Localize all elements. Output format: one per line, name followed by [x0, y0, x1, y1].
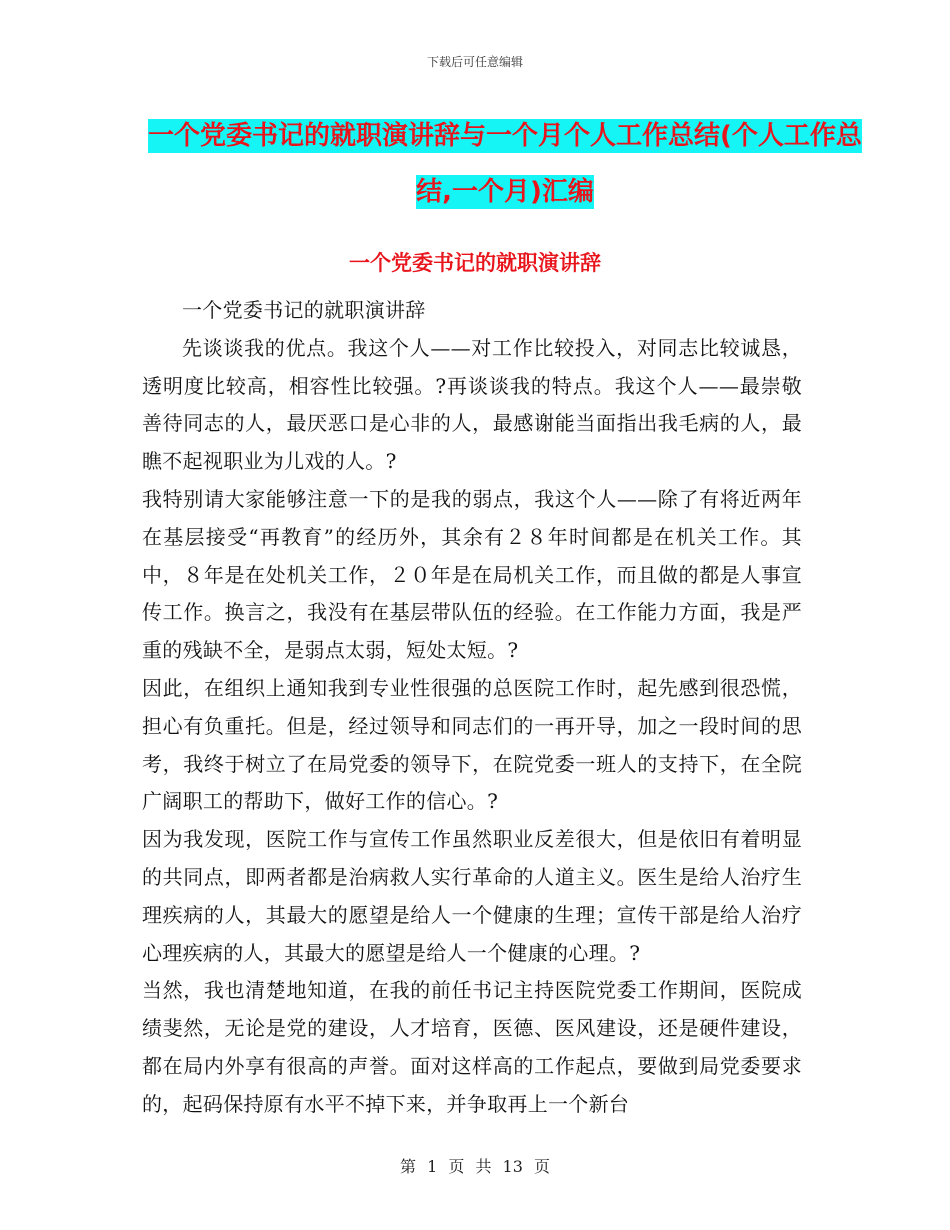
section-title: 一个党委书记的就职演讲辞 [349, 251, 601, 275]
document-body [142, 292, 802, 1124]
document-title [140, 108, 870, 220]
page-footer: 第 1 页 共 13 页 [400, 1157, 550, 1176]
paragraph: 先谈谈我的优点。我这个人——对工作比较投入，对同志比较诚恳，透明度比较高，相容性比较强。?再谈谈我的特点。我这个人——最崇敬善待同志的人，最厌恶口是心非的人，最感谢能当面指出我毛病的人，最瞧不起视职业为儿戏的人。? [142, 335, 802, 474]
document-title-text: 一个党委书记的就职演讲辞与一个月个人工作总结(个人工作总结,一个月)汇编 [148, 121, 862, 207]
paragraph: 我特别请大家能够注意一下的是我的弱点，我这个人——除了有将近两年在基层接受“再教育”的经历外，其余有２８年时间都是在机关工作。其中，８年是在处机关工作，２０年是在局机关工作，而且做的都是人事宣传工作。换言之，我没有在基层带队伍的经验。在工作能力方面，我是严重的残缺不全，是弱点太弱，短处太短。? [142, 486, 802, 663]
paragraph-subtitle: 一个党委书记的就职演讲辞 [182, 298, 426, 322]
paragraph: 当然，我也清楚地知道，在我的前任书记主持医院党委工作期间，医院成绩斐然，无论是党的建设，人才培育，医德、医风建设，还是硬件建设，都在局内外享有很高的声誉。面对这样高的工作起点，要做到局党委要求的，起码保持原有水平不掉下来，并争取再上一个新台 [142, 978, 802, 1116]
header-note: 下载后可任意编辑 [426, 55, 523, 69]
paragraph: 因为我发现，医院工作与宣传工作虽然职业反差很大，但是依旧有着明显的共同点，即两者都是治病救人实行革命的人道主义。医生是给人治疗生理疾病的人，其最大的愿望是给人一个健康的生理；宣传干部是给人治疗心理疾病的人，其最大的愿望是给人一个健康的心理。? [142, 827, 802, 965]
paragraph: 因此，在组织上通知我到专业性很强的总医院工作时，起先感到很恐慌，担心有负重托。但是，经过领导和同志们的一再开导，加之一段时间的思考，我终于树立了在局党委的领导下，在院党委一班人的支持下，在全院广阔职工的帮助下，做好工作的信心。? [142, 675, 802, 814]
